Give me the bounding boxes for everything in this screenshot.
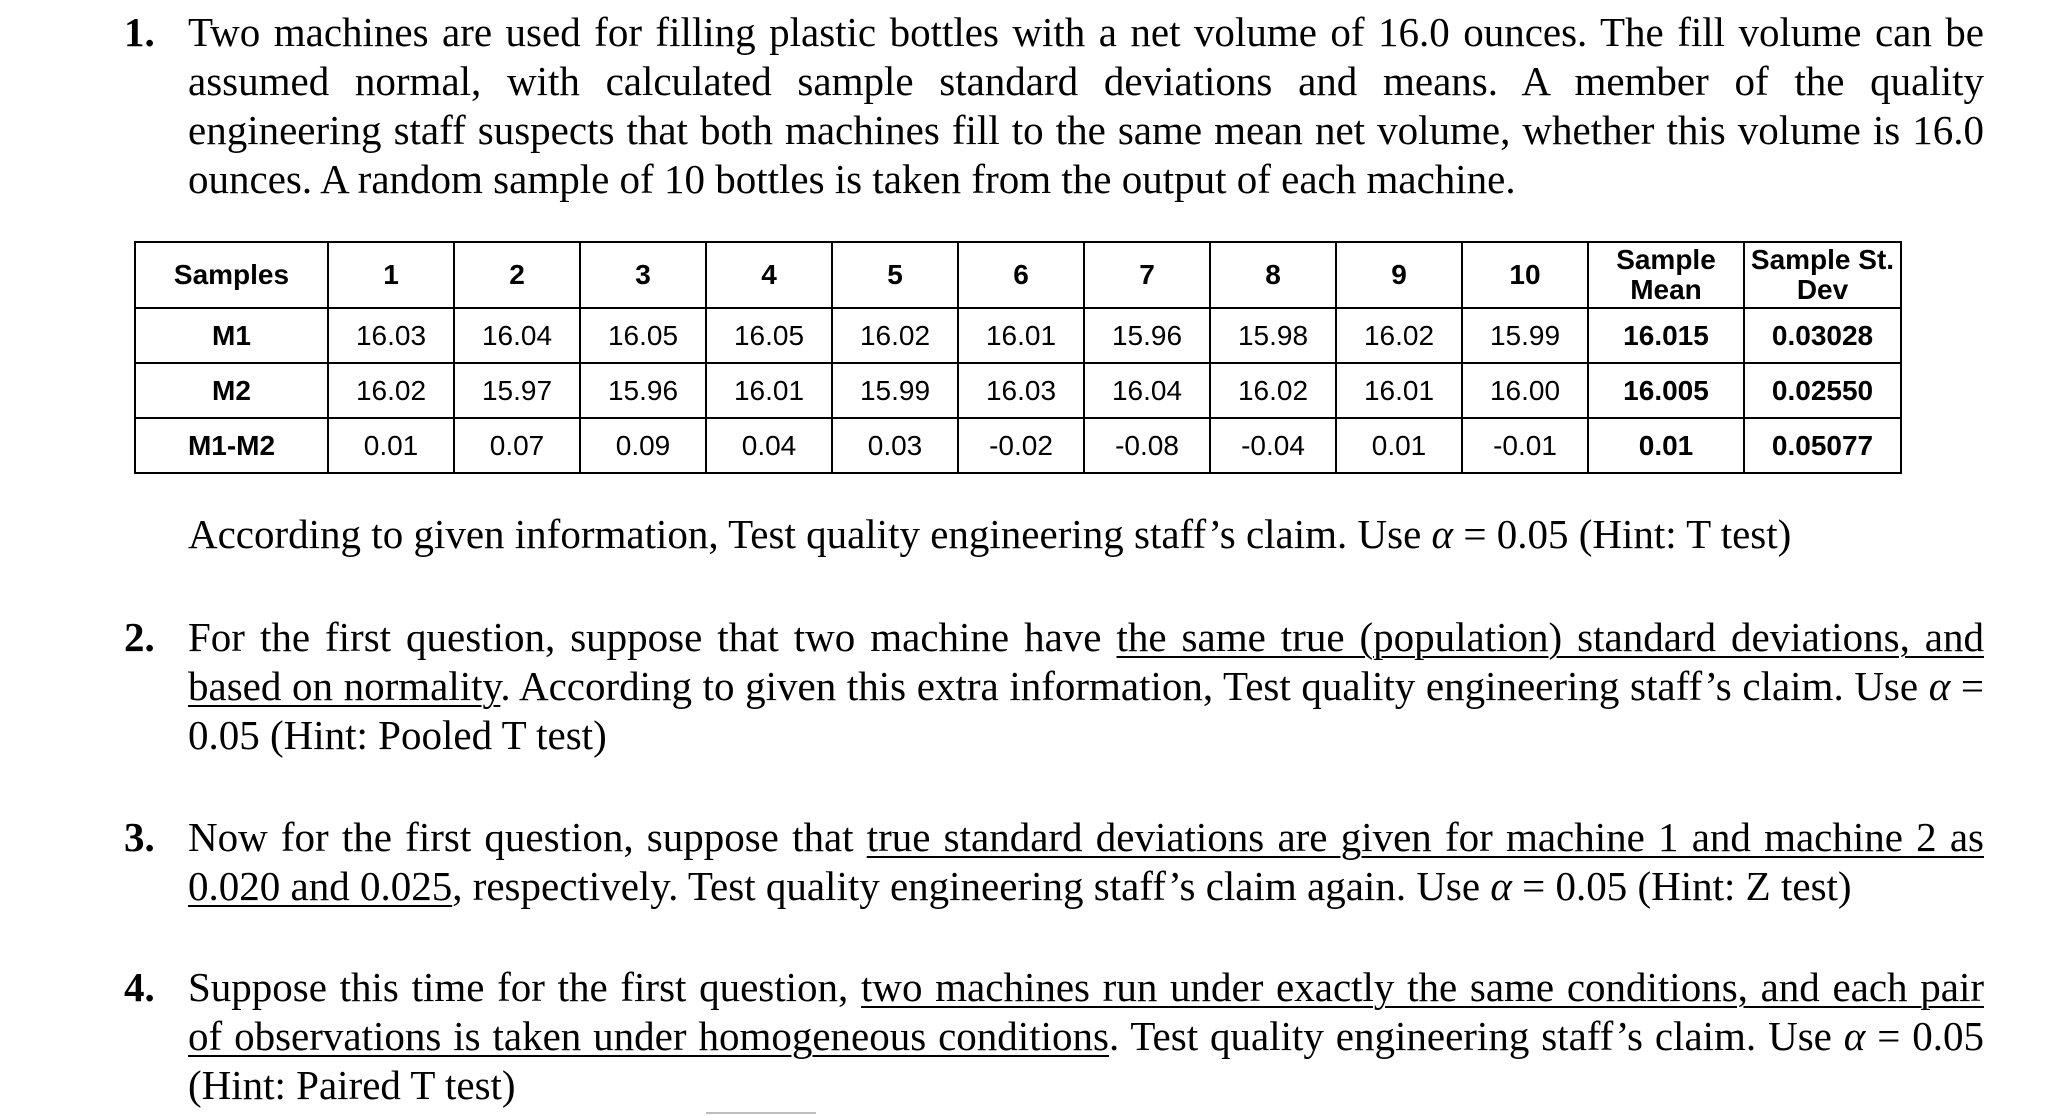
row-label: M1-M2	[135, 418, 328, 473]
table-cell: -0.04	[1210, 418, 1336, 473]
header-sample-5: 5	[832, 242, 958, 308]
table-cell: 16.05	[706, 308, 832, 363]
table-cell: 16.03	[328, 308, 454, 363]
header-sample-mean: Sample Mean	[1588, 242, 1744, 308]
table-cell: 16.02	[328, 363, 454, 418]
table-cell: 0.07	[454, 418, 580, 473]
table-cell: 16.02	[832, 308, 958, 363]
page-divider	[706, 1112, 816, 1114]
stdev-cell: 0.05077	[1744, 418, 1901, 473]
table-row	[135, 308, 1901, 363]
alpha-value: = 0.05	[188, 663, 1984, 758]
question-text: Two machines are used for filling plastic bottles with a net volume of 16.0 ounces. The fill volume can be assumed normal, with calculated sample standard deviations and means. A member of the quality engineering staff suspects that both machines fill to the same mean net volume, whether this volume is 16.0 ounces. A random sample of 10 bottles is taken from the output of each machine.	[188, 9, 1984, 202]
header-sample-2: 2	[454, 242, 580, 308]
table-cell: 0.09	[580, 418, 706, 473]
header-sample-7: 7	[1084, 242, 1210, 308]
question-number: 3.	[124, 814, 155, 860]
table-cell: 16.01	[958, 308, 1084, 363]
alpha-value: = 0.05	[1511, 863, 1628, 909]
table-cell: 0.04	[706, 418, 832, 473]
table-cell: -0.08	[1084, 418, 1210, 473]
table-cell: 16.01	[706, 363, 832, 418]
table-cell: 15.98	[1210, 308, 1336, 363]
question-4	[124, 963, 1984, 1110]
table-header-row	[135, 242, 1901, 308]
hint-text: (Hint: Paired T test)	[188, 1062, 516, 1108]
row-label: M2	[135, 363, 328, 418]
table-cell: 15.96	[1084, 308, 1210, 363]
table-cell: 16.04	[454, 308, 580, 363]
alpha-symbol: α	[1843, 1013, 1866, 1059]
hint-text: (Hint: Pooled T test)	[259, 712, 607, 758]
table-cell: 15.97	[454, 363, 580, 418]
alpha-value: = 0.05	[1453, 511, 1569, 557]
header-samples: Samples	[135, 242, 328, 308]
table-cell: 16.01	[1336, 363, 1462, 418]
header-sample-3: 3	[580, 242, 706, 308]
stdev-cell: 0.03028	[1744, 308, 1901, 363]
question-1	[124, 8, 1984, 204]
table-cell: 16.04	[1084, 363, 1210, 418]
header-sample-6: 6	[958, 242, 1084, 308]
question-text-start: Now for the first question, suppose that	[188, 814, 867, 860]
row-label: M1	[135, 308, 328, 363]
question-2	[124, 613, 1984, 760]
question-text-end: . According to given this extra information, Test quality engineering staff’s claim. Use	[500, 663, 1929, 709]
question-number: 2.	[124, 614, 155, 660]
stdev-cell: 0.02550	[1744, 363, 1901, 418]
header-sample-10: 10	[1462, 242, 1588, 308]
hint-text: (Hint: T test)	[1568, 511, 1792, 557]
table-cell: 16.02	[1336, 308, 1462, 363]
instruction-text: According to given information, Test quality engineering staff’s claim. Use	[188, 511, 1432, 557]
table-cell: -0.01	[1462, 418, 1588, 473]
sample-data-table	[134, 241, 1902, 474]
header-sample-4: 4	[706, 242, 832, 308]
table-cell: 15.99	[832, 363, 958, 418]
question-text-start: Suppose this time for the first question,	[188, 964, 861, 1010]
table-cell: 16.00	[1462, 363, 1588, 418]
table-row	[135, 363, 1901, 418]
question-1-instruction	[188, 510, 1791, 559]
question-text-end: . Test quality engineering staff’s claim. Use	[1108, 1013, 1844, 1059]
mean-cell: 16.015	[1588, 308, 1744, 363]
table-cell: -0.02	[958, 418, 1084, 473]
question-text	[188, 613, 1984, 760]
hint-text: (Hint: Z test)	[1627, 863, 1852, 909]
alpha-symbol: α	[1928, 663, 1951, 709]
table-row	[135, 418, 1901, 473]
mean-cell: 0.01	[1588, 418, 1744, 473]
header-sample-8: 8	[1210, 242, 1336, 308]
header-sample-1: 1	[328, 242, 454, 308]
question-number: 1.	[124, 9, 155, 55]
question-text-start: For the first question, suppose that two machine have	[188, 614, 1117, 660]
table-cell: 15.99	[1462, 308, 1588, 363]
table-cell: 0.01	[1336, 418, 1462, 473]
header-sample-9: 9	[1336, 242, 1462, 308]
alpha-value: = 0.05	[1865, 1013, 1985, 1059]
table-cell: 16.02	[1210, 363, 1336, 418]
question-3	[124, 813, 1984, 911]
alpha-symbol: α	[1431, 511, 1454, 557]
table-cell: 16.03	[958, 363, 1084, 418]
table-cell: 16.05	[580, 308, 706, 363]
header-sample-stdev: Sample St. Dev	[1744, 242, 1901, 308]
table-cell: 15.96	[580, 363, 706, 418]
table-cell: 0.01	[328, 418, 454, 473]
question-text-end: , respectively. Test quality engineering staff’s claim again. Use	[452, 863, 1491, 909]
underlined-condition: true standard deviations are given for machine 1 and machine 2 as 0.020 and 0.025	[188, 814, 1984, 909]
question-text	[188, 813, 1984, 911]
underlined-condition: two machines run under exactly the same conditions, and each pair of observations is taken under homogeneous conditions	[188, 964, 1984, 1059]
question-number: 4.	[124, 964, 155, 1010]
question-text	[188, 963, 1984, 1110]
underlined-condition: the same true (population) standard deviations, and based on normality	[188, 614, 1984, 709]
table-cell: 0.03	[832, 418, 958, 473]
alpha-symbol: α	[1490, 863, 1512, 909]
mean-cell: 16.005	[1588, 363, 1744, 418]
